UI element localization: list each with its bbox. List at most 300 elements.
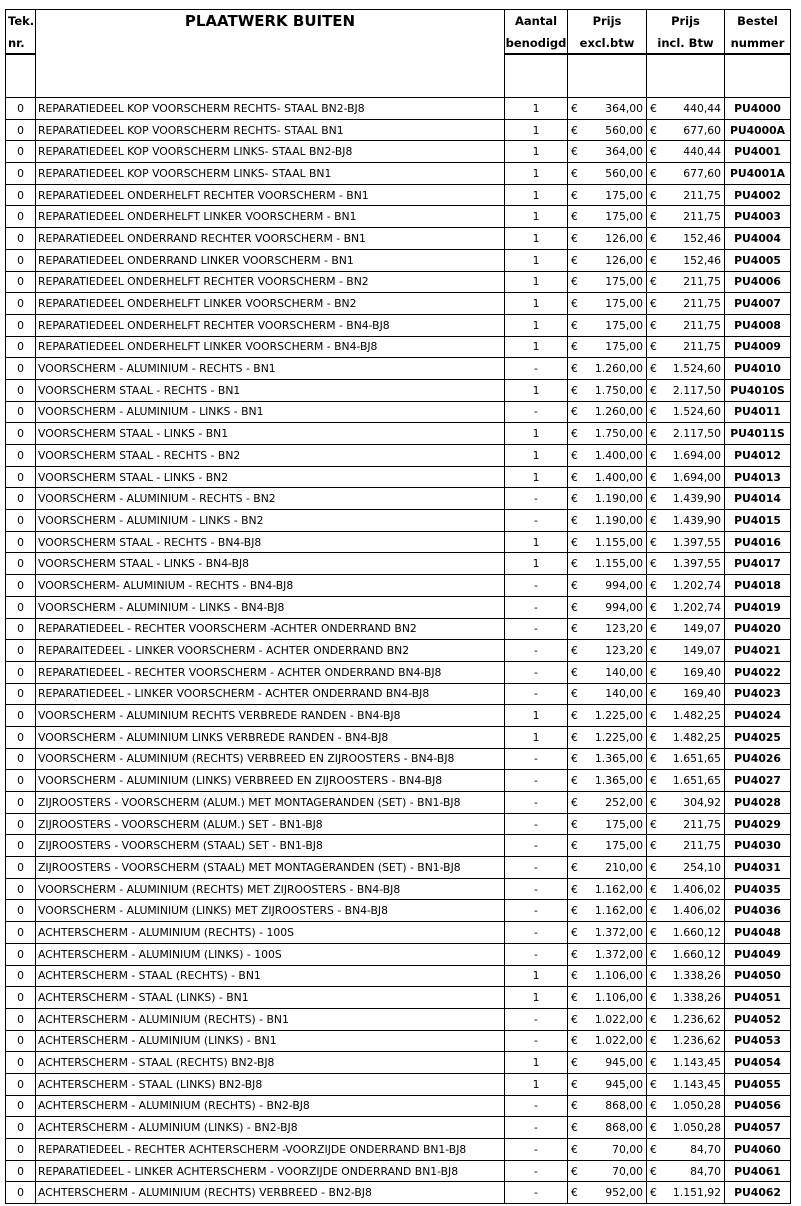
table-row [6,379,791,401]
price-incl-value: 1.143,45 [672,1056,721,1070]
price-excl-value: 868,00 [605,1099,643,1113]
order-number-cell: PU4012 [725,445,791,467]
currency-symbol: € [571,1164,578,1178]
tek-nr-cell: 0 [6,900,36,922]
header-prijs-excl: Prijs [568,10,647,33]
price-incl-value: 2.117,50 [672,383,721,397]
quantity-cell: - [505,900,568,922]
price-incl-value: 1.236,62 [672,1034,721,1048]
description-cell: ACHTERSCHERM - STAAL (RECHTS) - BN1 [36,965,505,987]
tek-nr-cell: 0 [6,488,36,510]
currency-symbol: € [571,513,578,527]
price-incl-value: 211,75 [683,210,721,224]
table-row [6,336,791,358]
table-row [6,510,791,532]
currency-symbol: € [571,427,578,441]
price-excl-cell [568,835,647,857]
price-excl-value: 175,00 [605,275,643,289]
price-incl-cell [647,1008,725,1030]
price-incl-value: 1.439,90 [672,492,721,506]
description-cell: REPARATIEDEEL - LINKER ACHTERSCHERM - VOORZIJDE ONDERRAND BN1-BJ8 [36,1160,505,1182]
quantity-cell: - [505,401,568,423]
price-incl-value: 1.406,02 [672,904,721,918]
price-excl-cell [568,726,647,748]
currency-symbol: € [650,535,657,549]
table-row [6,1052,791,1074]
currency-symbol: € [571,210,578,224]
description-cell: VOORSCHERM - ALUMINIUM (LINKS) VERBREED EN ZIJROOSTERS - BN4-BJ8 [36,770,505,792]
currency-symbol: € [650,405,657,419]
tek-nr-cell: 0 [6,1073,36,1095]
currency-symbol: € [650,318,657,332]
price-excl-value: 1.106,00 [594,991,643,1005]
price-incl-value: 84,70 [690,1164,721,1178]
price-incl-value: 1.482,25 [672,709,721,723]
currency-symbol: € [571,188,578,202]
currency-symbol: € [571,275,578,289]
table-row [6,878,791,900]
description-cell: REPARATIEDEEL ONDERHELFT RECHTER VOORSCHERM - BN4-BJ8 [36,314,505,336]
currency-symbol: € [650,904,657,918]
table-row [6,488,791,510]
quantity-cell: - [505,792,568,814]
description-cell: VOORSCHERM STAAL - LINKS - BN1 [36,423,505,445]
price-incl-value: 1.406,02 [672,882,721,896]
description-cell: ACHTERSCHERM - ALUMINIUM (RECHTS) - BN2-BJ8 [36,1095,505,1117]
quantity-cell: - [505,1160,568,1182]
description-cell: VOORSCHERM - ALUMINIUM - RECHTS - BN1 [36,358,505,380]
currency-symbol: € [650,1164,657,1178]
tek-nr-cell: 0 [6,1008,36,1030]
currency-symbol: € [571,774,578,788]
currency-symbol: € [571,492,578,506]
price-excl-value: 560,00 [605,166,643,180]
currency-symbol: € [650,795,657,809]
currency-symbol: € [650,448,657,462]
price-excl-cell [568,1117,647,1139]
price-excl-cell [568,1052,647,1074]
order-number-cell: PU4010S [725,379,791,401]
price-excl-value: 1.400,00 [594,448,643,462]
description-cell: ACHTERSCHERM - ALUMINIUM (LINKS) - BN1 [36,1030,505,1052]
currency-symbol: € [650,231,657,245]
table-row [6,1139,791,1161]
price-incl-cell [647,943,725,965]
currency-symbol: € [650,275,657,289]
price-excl-cell [568,748,647,770]
price-excl-cell [568,661,647,683]
price-incl-value: 2.117,50 [672,427,721,441]
price-incl-value: 211,75 [683,188,721,202]
tek-nr-cell: 0 [6,163,36,185]
tek-nr-cell: 0 [6,141,36,163]
description-cell: REPARATIEDEEL ONDERHELFT LINKER VOORSCHERM - BN2 [36,293,505,315]
description-cell: REPARATIEDEEL ONDERHELFT LINKER VOORSCHERM - BN4-BJ8 [36,336,505,358]
description-cell: VOORSCHERM - ALUMINIUM - RECHTS - BN2 [36,488,505,510]
table-row [6,163,791,185]
tek-nr-cell: 0 [6,596,36,618]
price-incl-cell [647,401,725,423]
tek-nr-cell: 0 [6,314,36,336]
price-incl-value: 1.397,55 [672,535,721,549]
currency-symbol: € [571,1034,578,1048]
price-incl-cell [647,835,725,857]
currency-symbol: € [650,253,657,267]
tek-nr-cell: 0 [6,878,36,900]
price-incl-value: 1.660,12 [672,925,721,939]
tek-nr-cell: 0 [6,206,36,228]
price-incl-value: 1.338,26 [672,991,721,1005]
description-cell: REPARATIEDEEL - RECHTER ACHTERSCHERM -VOORZIJDE ONDERRAND BN1-BJ8 [36,1139,505,1161]
table-row [6,531,791,553]
currency-symbol: € [650,709,657,723]
price-excl-cell [568,705,647,727]
quantity-cell: 1 [505,1052,568,1074]
price-incl-cell [647,293,725,315]
price-excl-cell [568,314,647,336]
price-excl-cell [568,445,647,467]
price-excl-value: 175,00 [605,297,643,311]
currency-symbol: € [571,297,578,311]
price-incl-cell [647,271,725,293]
table-row [6,596,791,618]
description-cell: REPARATIEDEEL ONDERHELFT RECHTER VOORSCHERM - BN2 [36,271,505,293]
currency-symbol: € [650,1056,657,1070]
description-cell: VOORSCHERM - ALUMINIUM LINKS VERBREDE RANDEN - BN4-BJ8 [36,726,505,748]
table-row [6,141,791,163]
quantity-cell: - [505,358,568,380]
price-excl-cell [568,683,647,705]
description-cell: REPARATIEDEEL KOP VOORSCHERM LINKS- STAAL BN1 [36,163,505,185]
price-excl-cell [568,553,647,575]
price-excl-value: 994,00 [605,578,643,592]
tek-nr-cell: 0 [6,379,36,401]
price-excl-value: 1.162,00 [594,882,643,896]
price-excl-value: 1.750,00 [594,427,643,441]
price-incl-cell [647,314,725,336]
description-cell: VOORSCHERM STAAL - RECHTS - BN4-BJ8 [36,531,505,553]
price-excl-value: 252,00 [605,795,643,809]
price-incl-cell [647,206,725,228]
price-excl-cell [568,1030,647,1052]
currency-symbol: € [571,557,578,571]
description-cell: ACHTERSCHERM - ALUMINIUM (RECHTS) - 100S [36,922,505,944]
price-incl-cell [647,1030,725,1052]
price-incl-cell [647,1052,725,1074]
table-row [6,184,791,206]
currency-symbol: € [571,991,578,1005]
quantity-cell: 1 [505,1073,568,1095]
price-incl-cell [647,596,725,618]
price-incl-value: 1.651,65 [672,774,721,788]
price-incl-value: 169,40 [683,687,721,701]
price-excl-value: 1.372,00 [594,925,643,939]
currency-symbol: € [571,535,578,549]
description-cell: VOORSCHERM - ALUMINIUM (RECHTS) VERBREED EN ZIJROOSTERS - BN4-BJ8 [36,748,505,770]
order-number-cell: PU4011 [725,401,791,423]
currency-symbol: € [571,1077,578,1091]
price-excl-cell [568,1182,647,1204]
tek-nr-cell: 0 [6,857,36,879]
price-incl-cell [647,661,725,683]
order-number-cell: PU4016 [725,531,791,553]
currency-symbol: € [571,925,578,939]
price-incl-value: 677,60 [683,166,721,180]
tek-nr-cell: 0 [6,683,36,705]
price-excl-value: 994,00 [605,600,643,614]
table-row [6,1073,791,1095]
description-cell: VOORSCHERM STAAL - LINKS - BN4-BJ8 [36,553,505,575]
tek-nr-cell: 0 [6,531,36,553]
price-excl-cell [568,271,647,293]
description-cell: REPARATIEDEEL ONDERRAND RECHTER VOORSCHERM - BN1 [36,228,505,250]
price-excl-cell [568,618,647,640]
order-number-cell: PU4031 [725,857,791,879]
price-incl-value: 152,46 [683,231,721,245]
price-incl-cell [647,488,725,510]
table-row [6,987,791,1009]
price-excl-value: 1.155,00 [594,557,643,571]
quantity-cell: - [505,857,568,879]
table-row [6,293,791,315]
price-excl-cell [568,596,647,618]
currency-symbol: € [571,752,578,766]
price-excl-value: 1.400,00 [594,470,643,484]
currency-symbol: € [650,1186,657,1200]
tek-nr-cell: 0 [6,726,36,748]
price-incl-value: 1.151,92 [672,1186,721,1200]
price-excl-cell [568,900,647,922]
currency-symbol: € [571,231,578,245]
currency-symbol: € [571,882,578,896]
table-row [6,1008,791,1030]
currency-symbol: € [571,123,578,137]
quantity-cell: 1 [505,271,568,293]
table-row [6,445,791,467]
price-excl-cell [568,640,647,662]
currency-symbol: € [650,665,657,679]
table-row [6,792,791,814]
price-excl-cell [568,466,647,488]
description-cell: VOORSCHERM - ALUMINIUM (LINKS) MET ZIJROOSTERS - BN4-BJ8 [36,900,505,922]
quantity-cell: 1 [505,249,568,271]
currency-symbol: € [571,795,578,809]
tek-nr-cell: 0 [6,445,36,467]
tek-nr-cell: 0 [6,184,36,206]
quantity-cell: - [505,943,568,965]
order-number-cell: PU4013 [725,466,791,488]
tek-nr-cell: 0 [6,835,36,857]
quantity-cell: - [505,770,568,792]
order-number-cell: PU4053 [725,1030,791,1052]
price-excl-cell [568,1095,647,1117]
price-incl-cell [647,1160,725,1182]
table-row [6,228,791,250]
price-incl-cell [647,726,725,748]
price-excl-cell [568,293,647,315]
price-excl-cell [568,163,647,185]
quantity-cell: - [505,835,568,857]
tek-nr-cell: 0 [6,336,36,358]
description-cell: ACHTERSCHERM - STAAL (LINKS) BN2-BJ8 [36,1073,505,1095]
currency-symbol: € [571,730,578,744]
price-excl-value: 364,00 [605,145,643,159]
currency-symbol: € [571,340,578,354]
price-incl-value: 211,75 [683,839,721,853]
table-row [6,618,791,640]
price-excl-value: 126,00 [605,253,643,267]
quantity-cell: 1 [505,379,568,401]
price-excl-cell [568,770,647,792]
price-incl-cell [647,640,725,662]
table-row [6,835,791,857]
order-number-cell: PU4036 [725,900,791,922]
currency-symbol: € [650,145,657,159]
currency-symbol: € [571,904,578,918]
description-cell: REPARATIEDEEL KOP VOORSCHERM RECHTS- STAAL BN1 [36,119,505,141]
price-excl-cell [568,1139,647,1161]
tek-nr-cell: 0 [6,770,36,792]
currency-symbol: € [650,817,657,831]
currency-symbol: € [650,1077,657,1091]
table-row [6,401,791,423]
currency-symbol: € [571,817,578,831]
table-row [6,748,791,770]
price-incl-value: 254,10 [683,860,721,874]
price-incl-cell [647,1182,725,1204]
description-cell: REPARATIEDEEL KOP VOORSCHERM LINKS- STAAL BN2-BJ8 [36,141,505,163]
table-row [6,1095,791,1117]
order-number-cell: PU4051 [725,987,791,1009]
price-incl-value: 211,75 [683,275,721,289]
order-number-cell: PU4015 [725,510,791,532]
currency-symbol: € [571,947,578,961]
header-bestel: Bestel [725,10,791,33]
table-row [6,358,791,380]
order-number-cell: PU4023 [725,683,791,705]
quantity-cell: - [505,575,568,597]
header-tek-nr: nr. [6,32,36,54]
price-excl-value: 1.106,00 [594,969,643,983]
table-row [6,314,791,336]
description-cell: ZIJROOSTERS - VOORSCHERM (ALUM.) MET MONTAGERANDEN (SET) - BN1-BJ8 [36,792,505,814]
currency-symbol: € [571,470,578,484]
order-number-cell: PU4030 [725,835,791,857]
currency-symbol: € [571,383,578,397]
tek-nr-cell: 0 [6,1052,36,1074]
currency-symbol: € [571,318,578,332]
table-row [6,119,791,141]
order-number-cell: PU4011S [725,423,791,445]
tek-nr-cell: 0 [6,1030,36,1052]
price-excl-cell [568,965,647,987]
price-excl-value: 140,00 [605,687,643,701]
quantity-cell: 1 [505,726,568,748]
table-row [6,98,791,120]
description-cell: REPARATIEDEEL - RECHTER VOORSCHERM - ACHTER ONDERRAND BN4-BJ8 [36,661,505,683]
currency-symbol: € [650,774,657,788]
currency-symbol: € [650,991,657,1005]
price-excl-value: 1.260,00 [594,405,643,419]
currency-symbol: € [650,557,657,571]
currency-symbol: € [650,1142,657,1156]
order-number-cell: PU4048 [725,922,791,944]
tek-nr-cell: 0 [6,705,36,727]
table-row [6,575,791,597]
price-incl-value: 1.050,28 [672,1121,721,1135]
parts-table [5,9,791,1204]
order-number-cell: PU4029 [725,813,791,835]
tek-nr-cell: 0 [6,466,36,488]
table-row [6,249,791,271]
price-excl-cell [568,510,647,532]
tek-nr-cell: 0 [6,228,36,250]
quantity-cell: 1 [505,705,568,727]
order-number-cell: PU4003 [725,206,791,228]
table-row [6,1030,791,1052]
order-number-cell: PU4057 [725,1117,791,1139]
description-cell: REPARATIEDEEL ONDERHELFT LINKER VOORSCHERM - BN1 [36,206,505,228]
quantity-cell: 1 [505,119,568,141]
price-excl-cell [568,922,647,944]
order-number-cell: PU4019 [725,596,791,618]
currency-symbol: € [650,687,657,701]
description-cell: VOORSCHERM - ALUMINIUM - LINKS - BN1 [36,401,505,423]
price-incl-value: 152,46 [683,253,721,267]
price-incl-cell [647,1095,725,1117]
price-excl-cell [568,531,647,553]
currency-symbol: € [571,622,578,636]
price-excl-value: 140,00 [605,665,643,679]
price-excl-value: 1.260,00 [594,362,643,376]
price-incl-value: 1.236,62 [672,1012,721,1026]
price-incl-cell [647,423,725,445]
tek-nr-cell: 0 [6,792,36,814]
price-excl-cell [568,336,647,358]
description-cell: VOORSCHERM STAAL - LINKS - BN2 [36,466,505,488]
price-incl-value: 169,40 [683,665,721,679]
quantity-cell: - [505,922,568,944]
currency-symbol: € [571,1099,578,1113]
price-incl-cell [647,922,725,944]
quantity-cell: - [505,1182,568,1204]
price-excl-cell [568,987,647,1009]
table-row [6,965,791,987]
currency-symbol: € [571,839,578,853]
currency-symbol: € [650,1012,657,1026]
price-excl-cell [568,206,647,228]
description-cell: ACHTERSCHERM - ALUMINIUM (RECHTS) VERBREED - BN2-BJ8 [36,1182,505,1204]
currency-symbol: € [650,297,657,311]
quantity-cell: - [505,1117,568,1139]
price-incl-cell [647,510,725,532]
tek-nr-cell: 0 [6,987,36,1009]
order-number-cell: PU4001 [725,141,791,163]
currency-symbol: € [571,253,578,267]
order-number-cell: PU4054 [725,1052,791,1074]
price-excl-cell [568,575,647,597]
currency-symbol: € [571,709,578,723]
currency-symbol: € [571,405,578,419]
currency-symbol: € [571,600,578,614]
tek-nr-cell: 0 [6,401,36,423]
price-incl-value: 211,75 [683,817,721,831]
price-incl-value: 149,07 [683,622,721,636]
order-number-cell: PU4007 [725,293,791,315]
currency-symbol: € [650,839,657,853]
description-cell: REPARATIEDEEL KOP VOORSCHERM RECHTS- STAAL BN2-BJ8 [36,98,505,120]
quantity-cell: - [505,1030,568,1052]
